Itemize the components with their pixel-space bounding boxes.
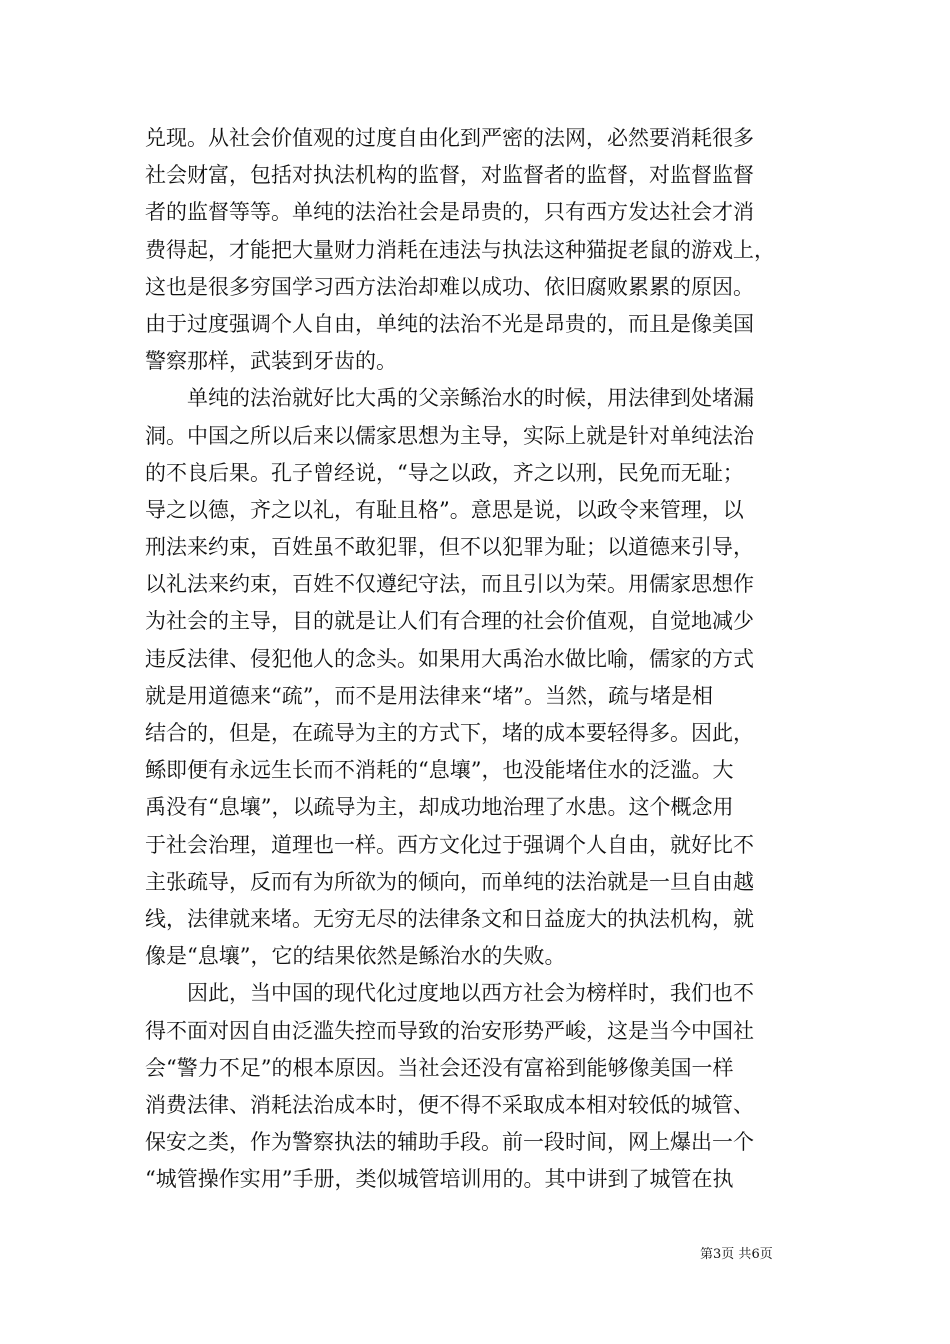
- text-line: 者的监督等等。单纯的法治社会是昂贵的，只有西方发达社会才消: [145, 200, 754, 225]
- text-line: 因此，当中国的现代化过度地以西方社会为榜样时，我们也不: [187, 981, 754, 1006]
- text-line: 线，法律就来堵。无穷无尽的法律条文和日益庞大的执法机构，就: [145, 906, 754, 931]
- text-line: 保安之类，作为警察执法的辅助手段。前一段时间，网上爆出一个: [145, 1130, 754, 1155]
- text-line: 禹没有“息壤”，以疏导为主，却成功地治理了水患。这个概念用: [145, 795, 734, 820]
- text-line: 得不面对因自由泛滥失控而导致的治安形势严峻，这是当今中国社: [145, 1018, 754, 1043]
- footer-total-pages: 6: [751, 1247, 760, 1262]
- text-line: 兑现。从社会价值观的过度自由化到严密的法网，必然要消耗很多: [145, 126, 754, 150]
- page-footer: [700, 1246, 820, 1264]
- text-line: 的不良后果。孔子曾经说，“导之以政，齐之以刑，民免而无耻；: [145, 460, 744, 485]
- footer-prefix: 第: [700, 1247, 714, 1262]
- text-line: 刑法来约束，百姓虽不敢犯罪，但不以犯罪为耻；以道德来引导，: [145, 535, 754, 560]
- text-line: 会“警力不足”的根本原因。当社会还没有富裕到能够像美国一样: [145, 1055, 734, 1080]
- footer-page-number: 3: [713, 1247, 722, 1262]
- body-text: [145, 120, 810, 1198]
- paragraph-2: [145, 380, 810, 975]
- footer-middle: 页 共: [721, 1247, 752, 1262]
- text-line: 违反法律、侵犯他人的念头。如果用大禹治水做比喻，儒家的方式: [145, 646, 754, 671]
- text-line: 于社会治理，道理也一样。西方文化过于强调个人自由，就好比不: [145, 832, 754, 857]
- text-line: 为社会的主导，目的就是让人们有合理的社会价值观，自觉地减少: [145, 609, 754, 634]
- text-line: 鲧即便有永远生长而不消耗的“息壤”，也没能堵住水的泛滥。大: [145, 758, 734, 783]
- text-line: 由于过度强调个人自由，单纯的法治不光是昂贵的，而且是像美国: [145, 311, 754, 336]
- text-line: 社会财富，包括对执法机构的监督，对监督者的监督，对监督监督: [145, 163, 754, 188]
- text-line: 洞。中国之所以后来以儒家思想为主导，实际上就是针对单纯法治: [145, 423, 754, 448]
- text-line: 这也是很多穷国学习西方法治却难以成功、依旧腐败累累的原因。: [145, 274, 754, 299]
- paragraph-1: [145, 120, 810, 380]
- paragraph-3: [145, 975, 810, 1198]
- text-line: 费得起，才能把大量财力消耗在违法与执法这种猫捉老鼠的游戏上，: [145, 237, 775, 262]
- text-line: 警察那样，武装到牙齿的。: [145, 349, 397, 374]
- text-line: 就是用道德来“疏”，而不是用法律来“堵”。当然，疏与堵是相: [145, 683, 713, 708]
- text-line: 主张疏导，反而有为所欲为的倾向，而单纯的法治就是一旦自由越: [145, 869, 754, 894]
- text-line: 导之以德，齐之以礼，有耻且格”。意思是说，以政令来管理，以: [145, 497, 744, 522]
- text-line: 消费法律、消耗法治成本时，便不得不采取成本相对较低的城管、: [145, 1092, 754, 1117]
- text-line: “城管操作实用”手册，类似城管培训用的。其中讲到了城管在执: [145, 1167, 734, 1192]
- text-line: 像是“息壤”，它的结果依然是鲧治水的失败。: [145, 944, 566, 969]
- text-line: 单纯的法治就好比大禹的父亲鲧治水的时候，用法律到处堵漏: [187, 386, 754, 411]
- text-line: 以礼法来约束，百姓不仅遵纪守法，而且引以为荣。用儒家思想作: [145, 572, 754, 597]
- footer-suffix: 页: [759, 1247, 773, 1262]
- text-line: 结合的，但是，在疏导为主的方式下，堵的成本要轻得多。因此，: [145, 721, 754, 745]
